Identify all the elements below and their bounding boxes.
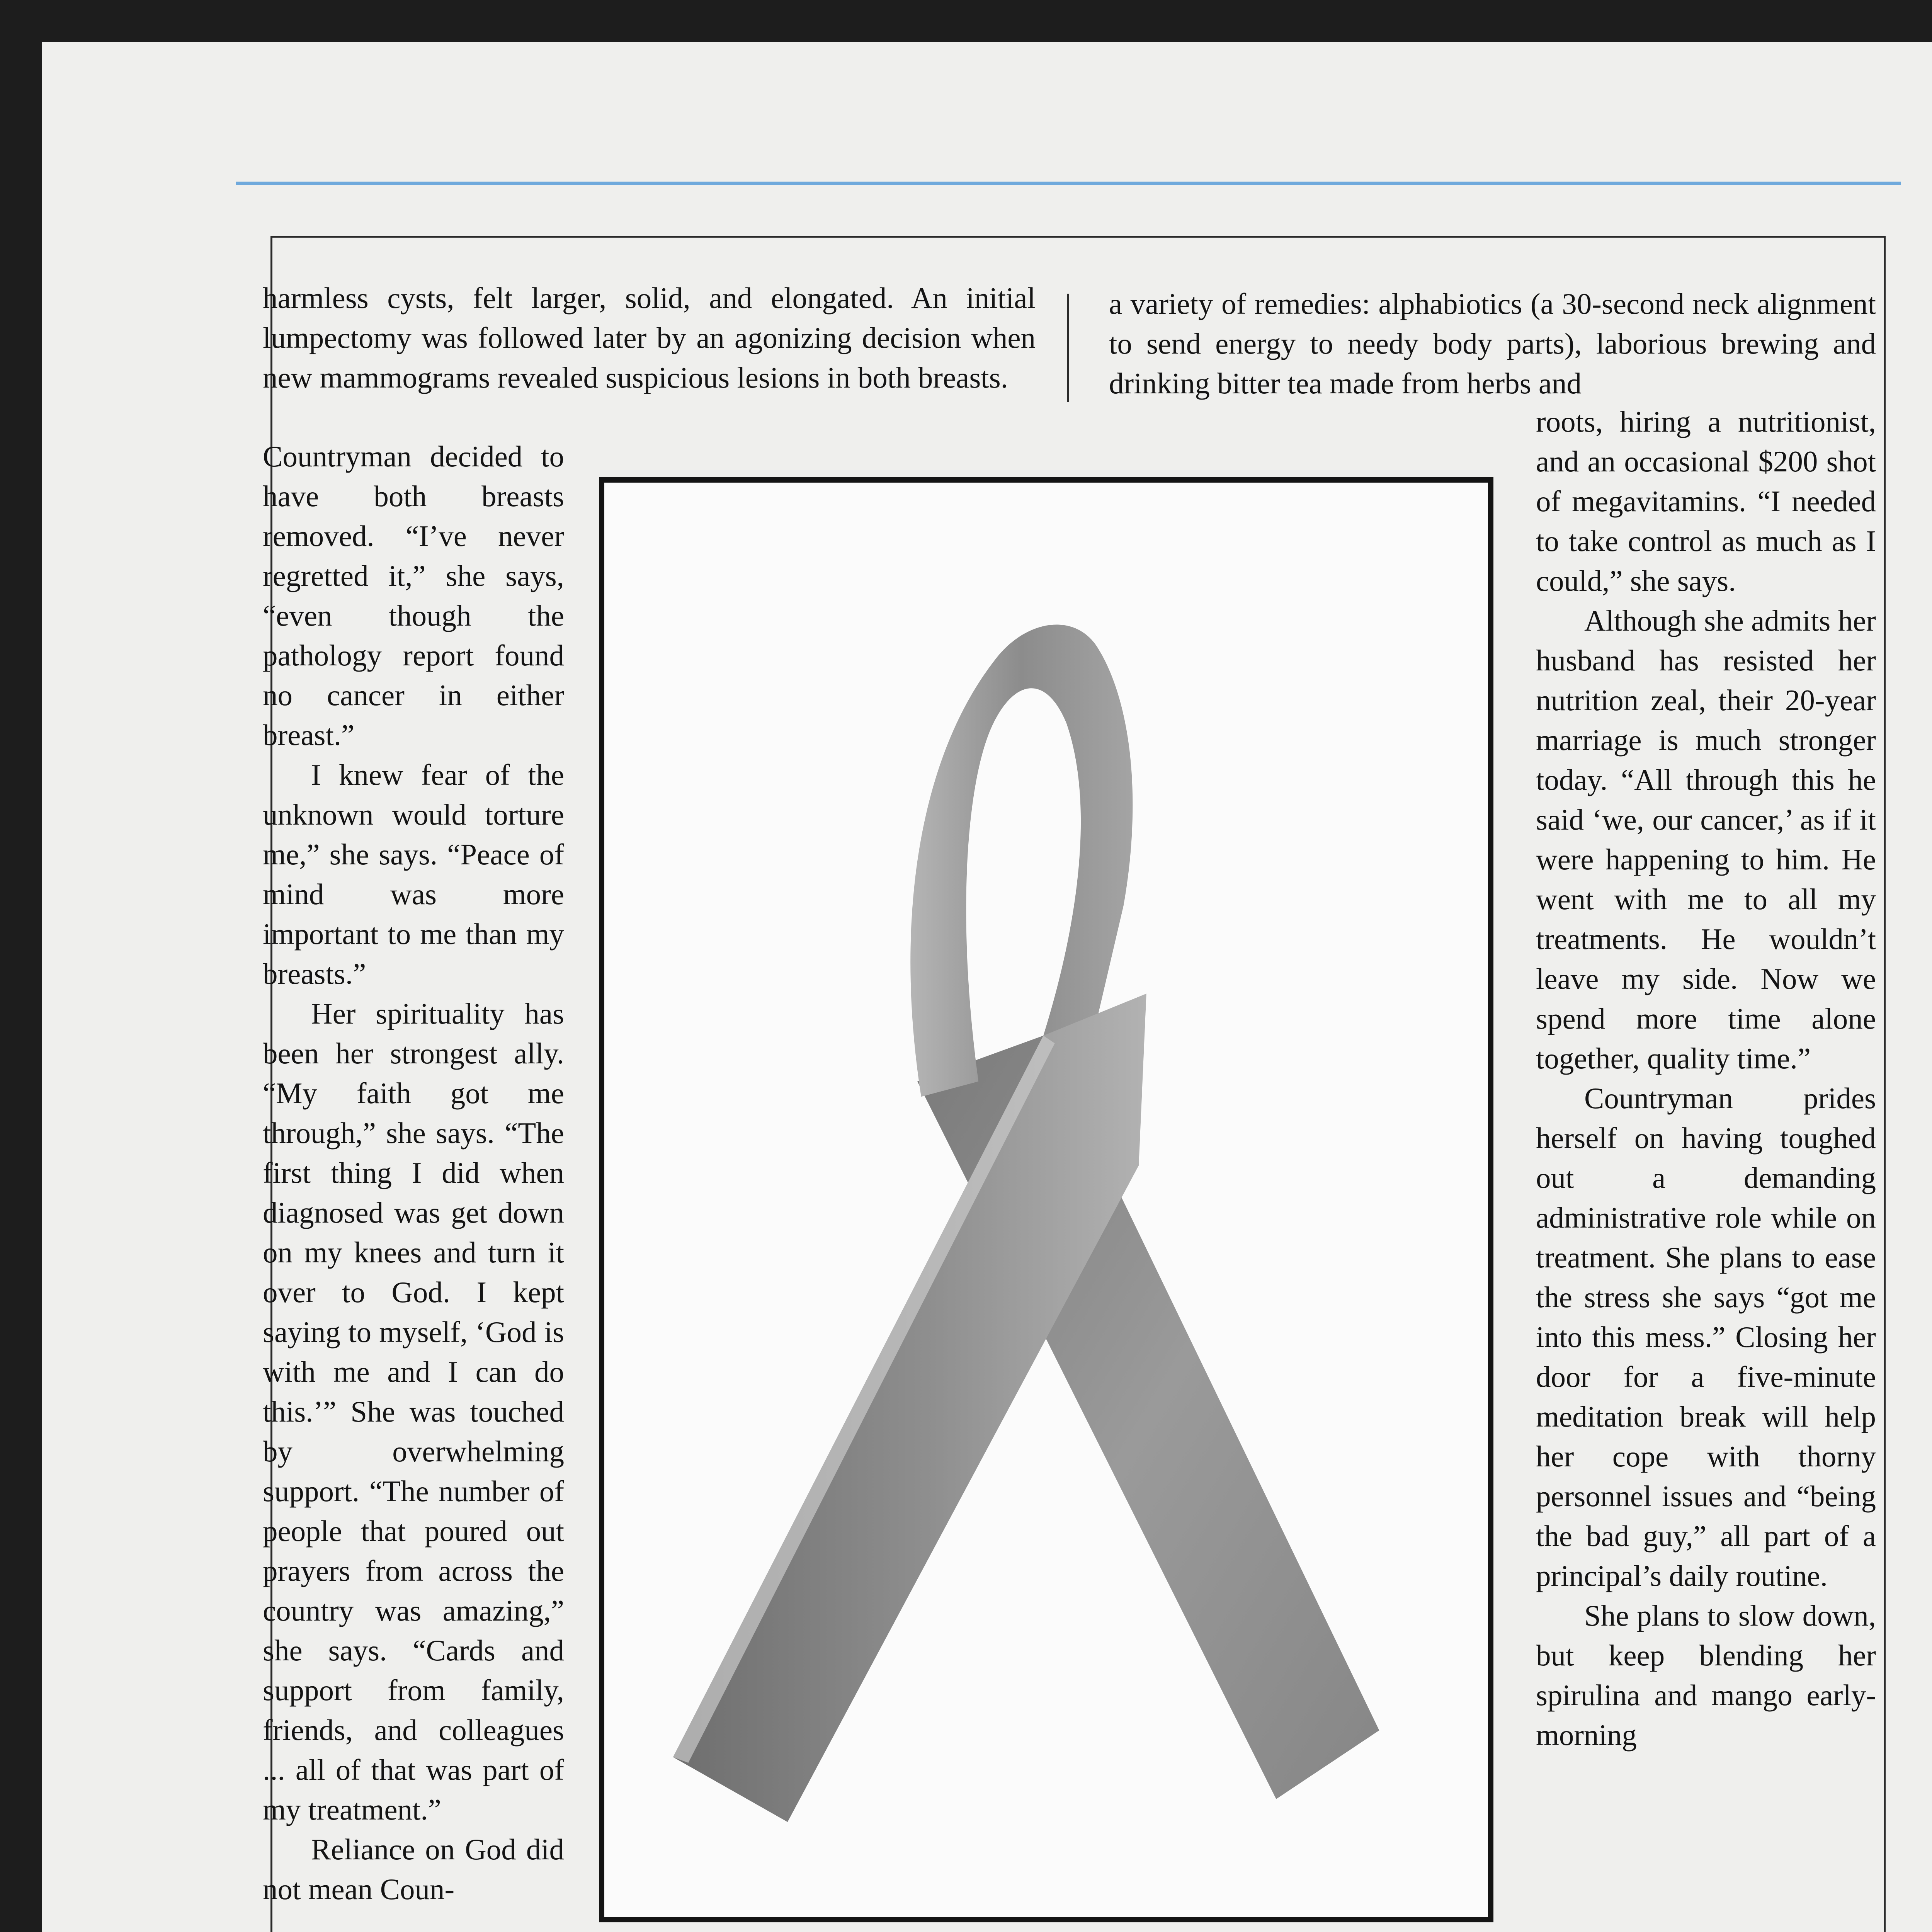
paragraph: Countryman decided to have both breasts removed. “I’ve never regretted it,” she says, “even though the pathology report found no cancer in either breast.” [263,440,564,752]
paragraph: roots, hiring a nutritionist, and an occasional $200 shot of megavitamins. “I needed to take control as much as I could,” she says. [1536,405,1876,597]
paragraph: I knew fear of the unknown would torture me,” she says. “Peace of mind was more important to me than my breasts.” [263,758,564,990]
ribbon-left-tail [673,994,1146,1822]
top-right-text-block [1109,284,1876,403]
paragraph: harmless cysts, felt larger, solid, and elongated. An initial lumpectomy was followed later by an agonizing decision when new mammograms revealed suspicious lesions in both breasts. [263,281,1036,394]
awareness-ribbon-icon [604,483,1488,1917]
left-column-text [263,437,564,1909]
paragraph: Reliance on God did not mean Coun- [263,1833,564,1906]
paragraph: Countryman prides herself on having toughed out a demanding administrative role while on treatment. She plans to ease the stress she says “got me into this mess.” Closing her door for a five-minute meditation break will help her cope with thorny personnel issues and “being the bad guy,” all part of a principal’s daily routine. [1536,1082,1876,1592]
top-left-text-block [263,278,1036,398]
paragraph: Her spirituality has been her strongest ally. “My faith got me through,” she says. “The first thing I did when diagnosed was get down on my knees and turn it over to God. I kept saying to myself, ‘God is with me and I can do this.’” She was touched by overwhelming support. “The number of people that poured out prayers from across the country was amazing,” she says. “Cards and support from family, friends, and colleagues ... all of that was part of my treatment.” [263,997,564,1826]
right-column-text [1536,402,1876,1755]
paragraph: She plans to slow down, but keep blending her spirulina and mango early-morning [1536,1599,1876,1752]
column-divider-top [1067,294,1069,402]
top-blue-rule [236,182,1901,185]
paragraph: Although she admits her husband has resisted her nutrition zeal, their 20-year marriage is much stronger today. “All through this he said ‘we, our cancer,’ as if it were happening to him. He went with me to all my treatments. He wouldn’t leave my side. Now we spend more time alone together, quality time.” [1536,604,1876,1075]
paragraph: a variety of remedies: alphabiotics (a 30-second neck alignment to send energy to needy body parts), laborious brewing and drinking bitter tea made from herbs and [1109,287,1876,400]
ribbon-illustration [599,477,1493,1922]
